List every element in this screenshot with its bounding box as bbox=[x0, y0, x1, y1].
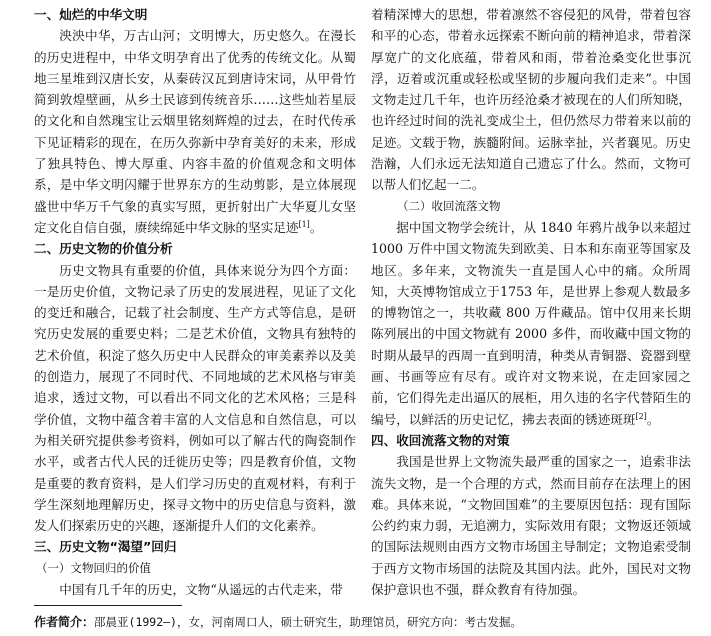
paragraph-civilization-text: 泱泱中华，万古山河；文明博大，历史悠久。在漫长的历史进程中，中华文明孕育出了优秀的传统文化。从蜀地三星堆到汉唐长安，从秦砖汉瓦到唐诗宋词，从甲骨竹简到敦煌壁画，从乡土民谚到传统音乐……这些灿若星辰的文化和自然瑰宝让云烟里铭刻辉煌的过去，在时代传承下见证精彩的现在，在历久弥新中孕育美好的未来，形成了独具特色、博大厚重、内容丰盈的价值观念和文明体系，是中华文明闪耀于世界东方的生动剪影，是立体展现盛世中华万千气象的真实写照，更折射出广大华夏儿女坚定文化自信自强，赓续绵延中华文脉的坚实足迹 bbox=[34, 28, 356, 235]
paragraph-return-value-start: 中国有几千年的历史，文物“从遥远的古代走来，带 bbox=[59, 582, 343, 598]
subheading-recover-relics: （二）收回流落文物 bbox=[397, 198, 501, 213]
right-column bbox=[371, 4, 691, 600]
paragraph-civilization bbox=[34, 25, 356, 238]
author-label: 作者简介： bbox=[34, 615, 95, 629]
paragraph-return-value-continued: 着精深博大的思想，带着凛然不容侵犯的风骨，带着包容和平的心态，带着永远探索不断向前的精神追求，带着深厚宽广的文化底蕴，带着风和雨，带着沧桑变化世事沉浮，迈着或沉重或轻松或坚韧的步履向我们走来”。中国文物走过几千年，也许历经沧桑才被现在的人们所知晓，也许经过时间的洗礼变成尘土，但仍然尽力带着来以前的足迹。文载于物，族髓附间。运脉幸扯，兴者襄见。历史浩瀚，人们永远无法知道自己遗忘了什么。然而，文物可以帮人们忆起一二。 bbox=[371, 7, 691, 193]
paragraph-recover-relics bbox=[371, 217, 691, 430]
author-footnote bbox=[34, 614, 522, 630]
reference-mark-2: [2] bbox=[635, 411, 647, 421]
subheading-return-value: （一）文物回归的价值 bbox=[36, 560, 151, 575]
paragraph-countermeasures: 我国是世界上文物流失最严重的国家之一，追索非法流失文物，是一个合理的方式，然而目前存在法理上的困难。具体来说，“文物回国难”的主要原因包括：现有国际公约约束力弱，无追溯力，实际效用有限；文物返还领域的国际法规则由西方文物市场国主导制定；文物追索受制于西方文物市场国的法院及其国内法。此外，国民对文物保护意识也不强，群众教育有待加强。 bbox=[371, 454, 691, 598]
paragraph-value-analysis: 历史文物具有重要的价值，具体来说分为四个方面：一是历史价值，文物记录了历史的发展进程，见证了文化的变迁和融合，记载了社会制度、生产方式等信息，是研究历史发展的重要史料；二是艺术价值，文物具有独特的艺术价值，积淀了悠久历史中人民群众的审美素养以及美的创造力，展现了不同时代、不同地域的艺术风格与审美追求，透过文物，可以看出不同文化的艺术风格；三是科学价值，文物中蕴含着丰富的人文信息和自然信息，可以为相关研究提供参考资料，例如可以了解古代的陶瓷制作水平，或者古代人民的迁徙历史等；四是教育价值，文物是重要的教育资料，是人们学习历史的直观材料，有利于学生深刻地理解历史，探寻文物中的历史信息与资料，激发人们探索历史的兴趣，逐渐提升人们的文化素养。 bbox=[34, 262, 356, 534]
section-heading-2: 二、历史文物的价值分析 bbox=[34, 241, 173, 257]
section-heading-3: 三、历史文物“渴望”回归 bbox=[34, 539, 177, 555]
footnote-divider bbox=[34, 605, 182, 606]
paragraph-recover-relics-end: 。 bbox=[646, 411, 660, 427]
section-heading-4: 四、收回流落文物的对策 bbox=[371, 432, 510, 448]
author-info: 邵晨亚(1992—)，女，河南周口人，硕士研究生，助理馆员，研究方向：考古发掘。 bbox=[94, 615, 522, 629]
left-column bbox=[34, 4, 356, 600]
paragraph-civilization-end: 。 bbox=[309, 219, 323, 235]
paragraph-recover-relics-text: 据中国文物学会统计，从 1840 年鸦片战争以来超过 1000 万件中国文物流失到欧美、日本和东南亚等国家及地区。多年来，文物流失一直是国人心中的痛。众所周知，大英博物馆成立于1753 年，是世界上参观人数最多的博物馆之一，共收藏 800 万件藏品。馆中仅用来长期陈列展出的中国文物就有 2000 多件，而收藏中国文物的时期从最早的西周一直到明清，种类从青铜器、瓷器到壁画、书画等应有尽有。或许对文物来说，在走回家园之前，它们得先走出逼仄的展柜，用久违的名字代替陌生的编号，以鲜活的历史记忆，拂去表面的锈迹斑斑 bbox=[371, 219, 691, 427]
reference-mark-1: [1] bbox=[298, 219, 310, 229]
section-heading-1: 一、灿烂的中华文明 bbox=[34, 7, 148, 22]
